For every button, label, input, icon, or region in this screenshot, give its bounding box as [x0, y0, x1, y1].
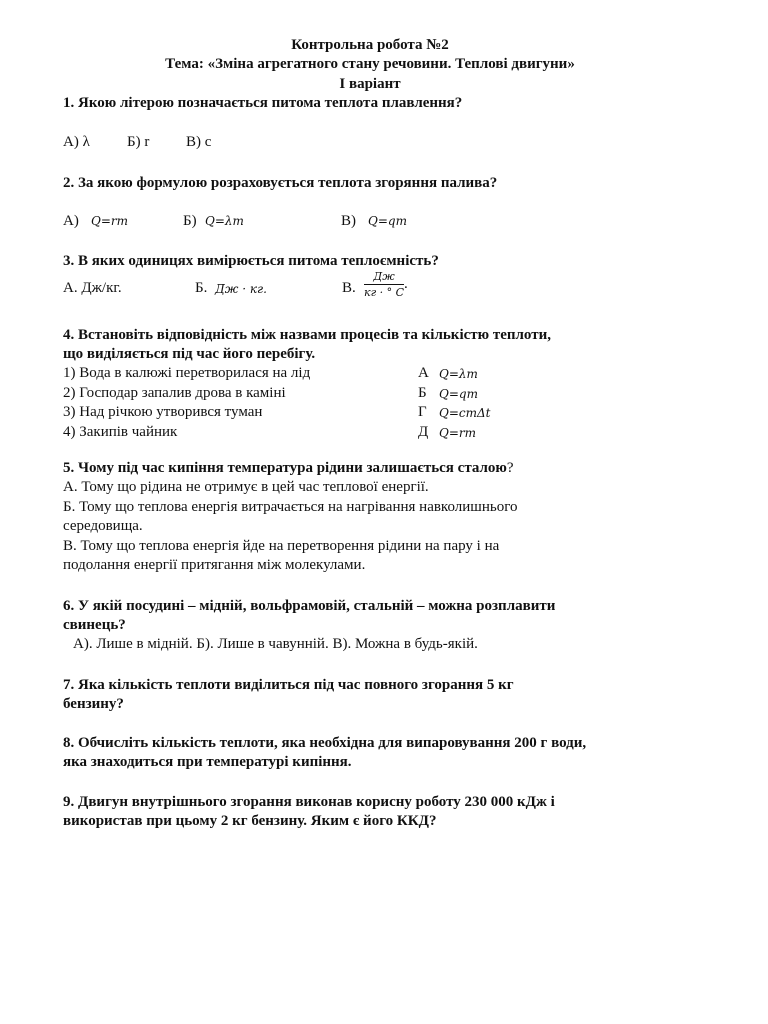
question-8-line-1: 8. Обчисліть кількість теплоти, яка необхідна для випаровування 200 г води,: [63, 735, 587, 751]
q4-letter-1: А: [418, 365, 429, 381]
fraction-dot: .: [404, 275, 408, 292]
question-9-line-2: використав при цьому 2 кг бензину. Яким є його ККД?: [63, 813, 437, 829]
question-5: [63, 459, 514, 478]
q4-letter-2: Б: [418, 385, 427, 401]
q4-formula-2: Q=qm: [439, 387, 478, 401]
fraction-denominator: кг · ° C: [364, 286, 405, 299]
q2-option-a-label: А): [63, 213, 79, 229]
q5-option-a: А. Тому що рідина не отримує в цей час теплової енергії.: [63, 479, 429, 495]
q4-process-2: 2) Господар запалив дрова в каміні: [63, 385, 286, 401]
question-8-line-2: яка знаходиться при температурі кипіння.: [63, 754, 352, 770]
document-topic: Тема: «Зміна агрегатного стану речовини. Теплові двигуни»: [165, 56, 575, 72]
q3-option-c-fraction: [364, 270, 408, 299]
question-7-line-2: бензину?: [63, 696, 124, 712]
q2-option-c-formula: Q=qm: [368, 214, 407, 228]
q4-formula-1: Q=λm: [439, 367, 478, 381]
question-4-line-2: що виділяється під час його перебігу.: [63, 346, 316, 362]
q1-option-a: А) λ: [63, 134, 90, 150]
q2-option-b-label: Б): [183, 213, 197, 229]
question-2: 2. За якою формулою розраховується теплота згоряння палива?: [63, 175, 498, 191]
q5-option-b-line-2: середовища.: [63, 518, 143, 534]
q4-formula-3: Q=cmΔt: [439, 406, 491, 420]
q3-option-a: А. Дж/кг.: [63, 280, 122, 296]
q5-option-c-line-1: В. Тому що теплова енергія йде на перетворення рідини на пару і на: [63, 538, 500, 554]
document-variant: І варіант: [339, 76, 401, 92]
question-6-line-1: 6. У якій посудині – мідній, вольфрамовій, стальній – можна розплавити: [63, 598, 556, 614]
q4-process-1: 1) Вода в калюжі перетворилася на лід: [63, 365, 311, 381]
question-3: 3. В яких одиницях вимірюється питома теплоємність?: [63, 253, 439, 269]
fraction-numerator: Дж: [364, 270, 404, 285]
q3-option-b-label: Б.: [195, 280, 208, 296]
q3-option-b-formula: Дж · кг.: [215, 282, 267, 296]
question-4-line-1: 4. Встановіть відповідність між назвами процесів та кількістю теплоти,: [63, 327, 551, 343]
q4-process-4: 4) Закипів чайник: [63, 424, 178, 440]
question-6-line-2: свинець?: [63, 617, 126, 633]
question-9-line-1: 9. Двигун внутрішнього згорання виконав корисну роботу 230 000 кДж і: [63, 794, 555, 810]
question-5-mark: ?: [506, 460, 514, 476]
q4-letter-3: Г: [418, 404, 427, 420]
q3-option-c-label: В.: [342, 280, 356, 296]
q4-process-3: 3) Над річкою утворився туман: [63, 404, 263, 420]
q2-option-b-formula: Q=λm: [205, 214, 244, 228]
document-title: Контрольна робота №2: [291, 37, 449, 53]
question-5-text: 5. Чому під час кипіння температура рідини залишається сталою: [63, 460, 507, 476]
q5-option-b-line-1: Б. Тому що теплова енергія витрачається на нагрівання навколишнього: [63, 499, 518, 515]
q2-option-c-label: В): [341, 213, 356, 229]
q6-answers: А). Лише в мідній. Б). Лише в чавунній. В). Можна в будь-якій.: [73, 636, 478, 652]
q2-option-a-formula: Q=rm: [91, 214, 129, 228]
q4-letter-4: Д: [418, 424, 429, 440]
q5-option-c-line-2: подолання енергії притягання між молекулами.: [63, 557, 366, 573]
question-1: 1. Якою літерою позначається питома теплота плавлення?: [63, 95, 463, 111]
q1-option-c: В) c: [186, 134, 212, 150]
question-7-line-1: 7. Яка кількість теплоти виділиться під час повного згорання 5 кг: [63, 677, 514, 693]
q1-option-b: Б) r: [127, 134, 150, 150]
q4-formula-4: Q=rm: [439, 426, 477, 440]
